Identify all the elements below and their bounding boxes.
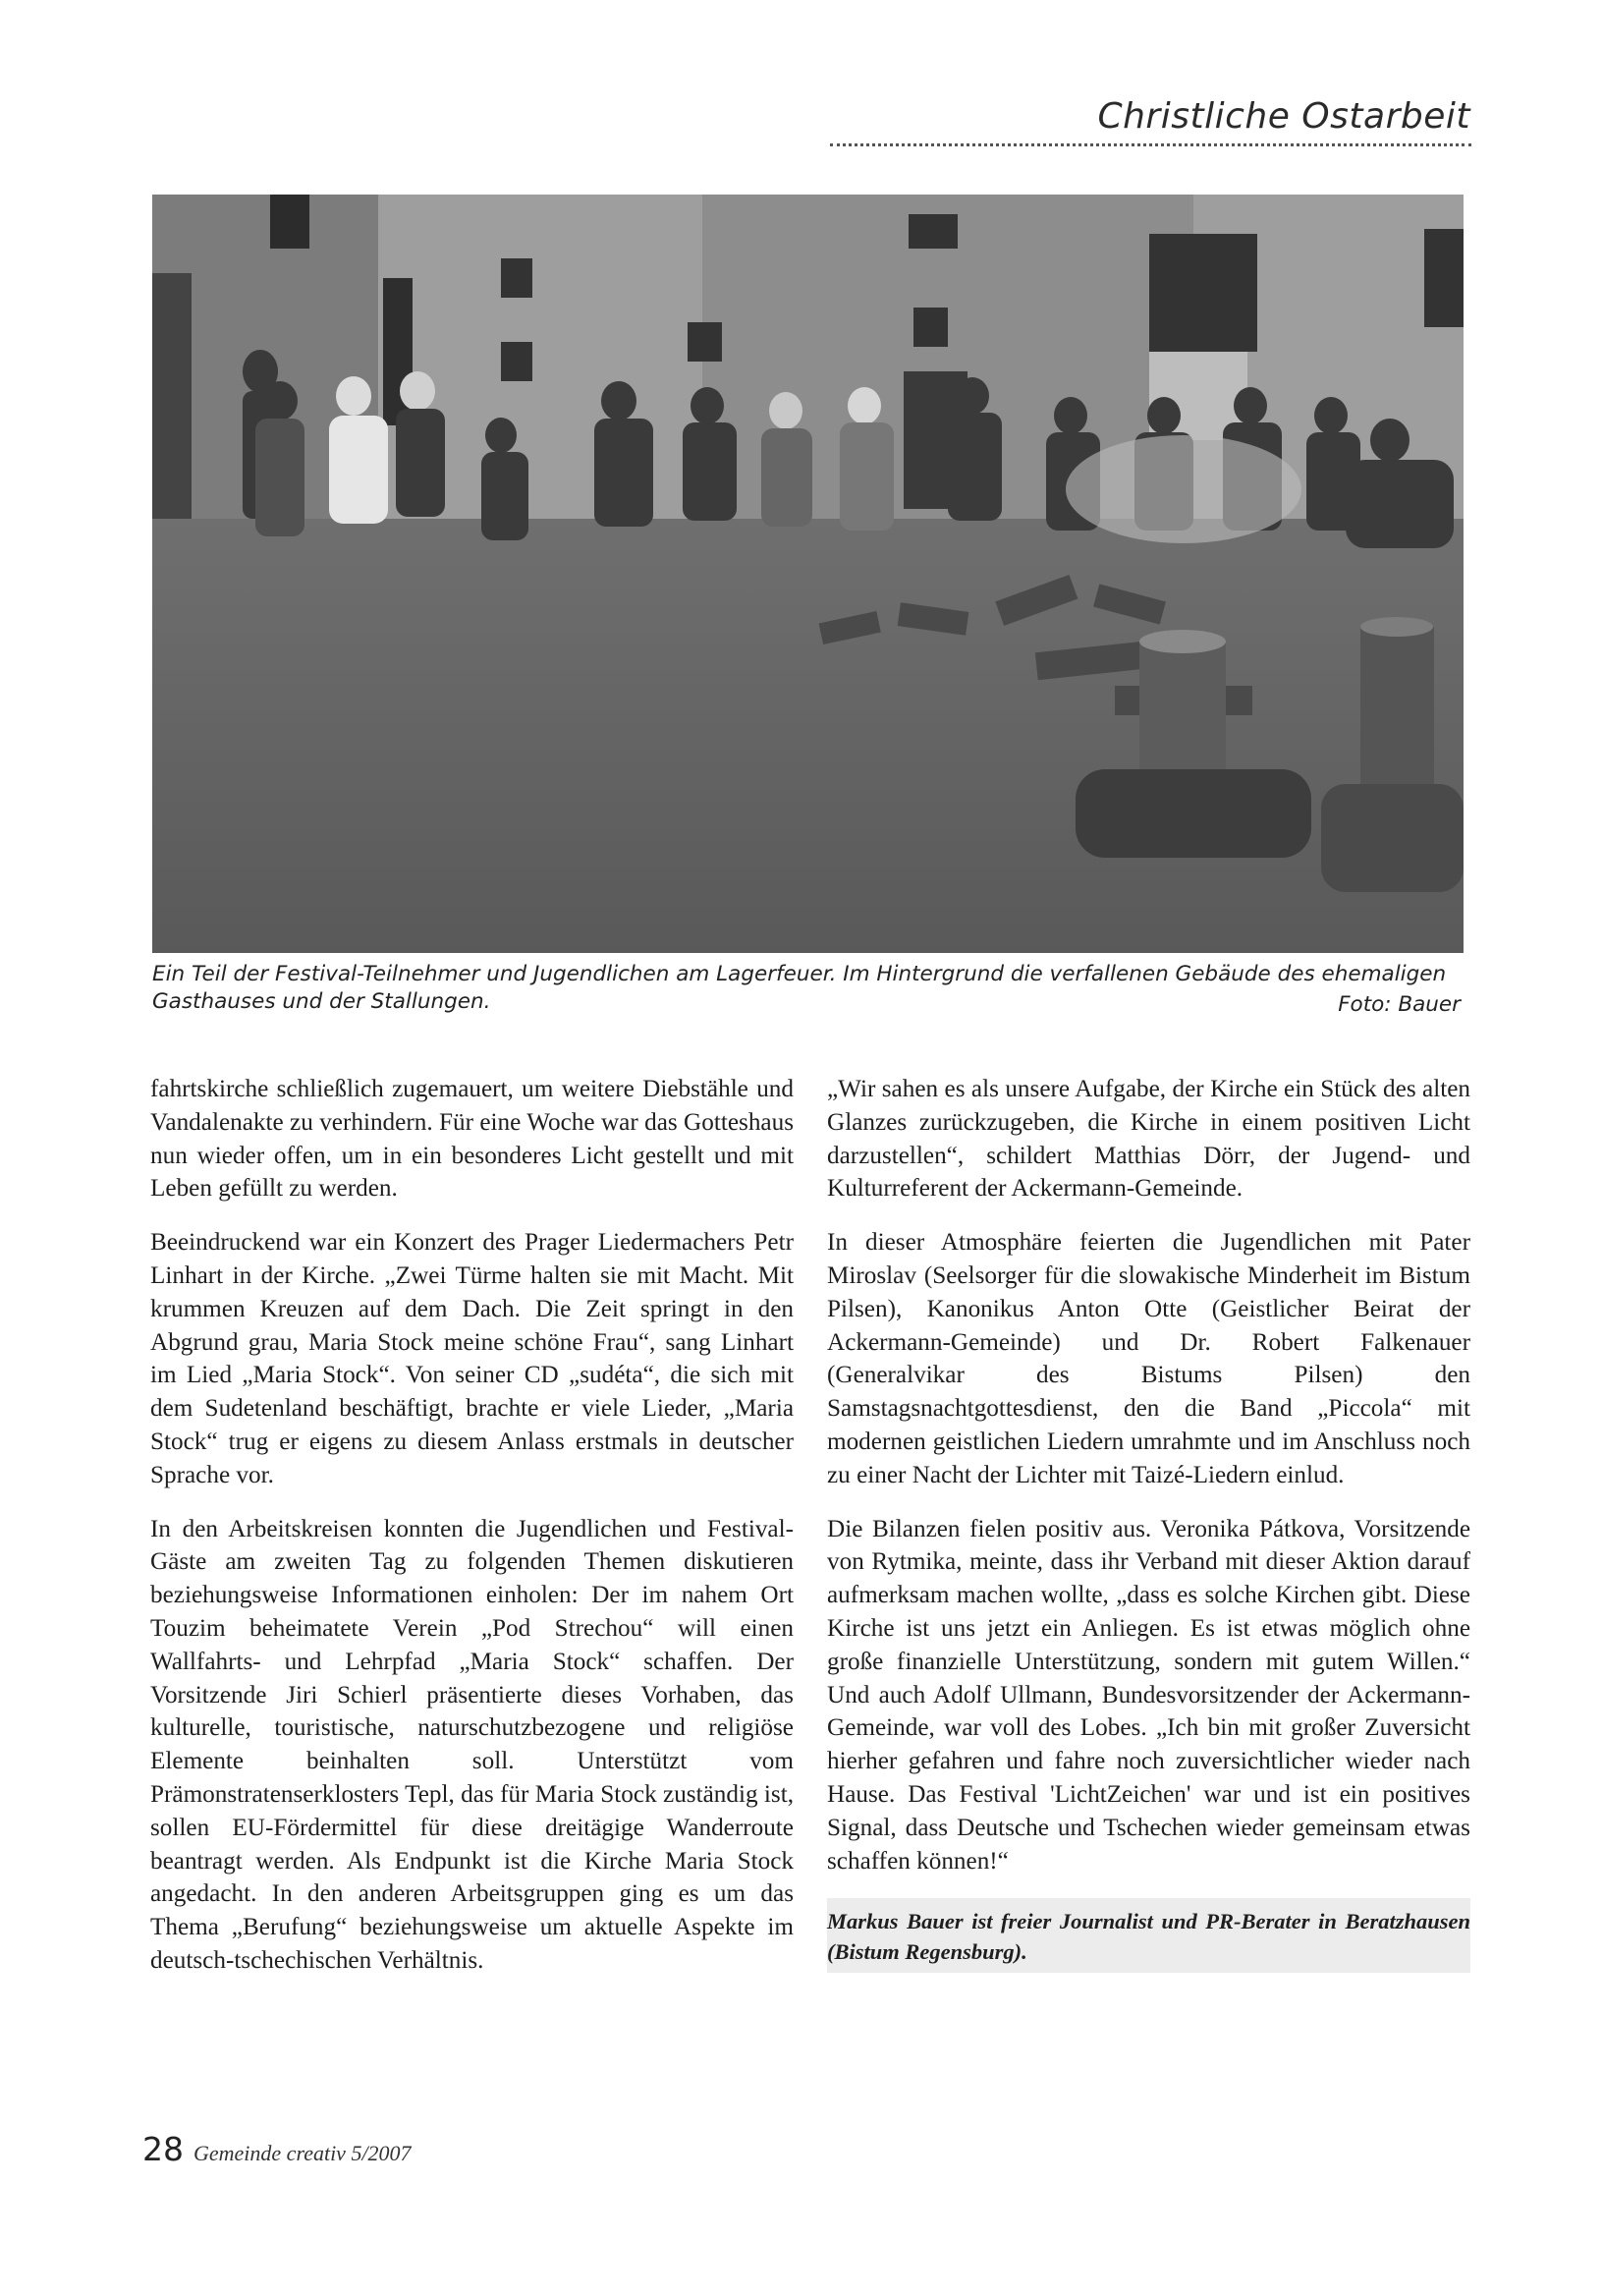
article-photo [152,195,1464,953]
article-column-right [827,1073,1470,1973]
journal-issue: Gemeinde creativ 5/2007 [193,2141,412,2165]
photo-caption: Ein Teil der Festival-Teilnehmer und Jugendlichen am Lagerfeuer. Im Hintergrund die verfallenen Gebäude des ehemaligen Gasthauses und der Stallungen. [152,962,1447,1014]
paragraph: Die Bilanzen fielen positiv aus. Veronika Pátkova, Vorsitzende von Rytmika, meinte, dass ihr Verband mit dieser Aktion darauf aufmerksam machen wollte, „dass es solche Kirchen gibt. Diese Kirche ist uns jetzt ein Anliegen. Es ist etwas möglich ohne große finanzielle Unterstützung, sondern mit gutem Willen.“ Und auch Adolf Ullmann, Bundesvorsitzender der Ackermann-Gemeinde, war voll des Lobes. „Ich bin mit großer Zuversicht hierher gefahren und fahre noch zuversichtlicher wieder nach Hause. Das Festival 'LichtZeichen' war und ist ein positives Signal, dass Deutsche und Tschechen wieder gemeinsam etwas schaffen können!“ [827,1515,1470,1875]
paragraph: fahrtskirche schließlich zugemauert, um weitere Diebstähle und Vandalenakte zu verhindern. Für eine Woche war das Gotteshaus nun wieder offen, um in ein besonderes Licht gestellt und mit Leben gefüllt zu werden. [150,1076,794,1203]
paragraph: Beeindruckend war ein Konzert des Prager Liedermachers Petr Linhart in der Kirche. „Zwei Türme halten sie mit Macht. Mit krummen Kreuzen auf dem Dach. Die Zeit springt in den Abgrund grau, Maria Stock meine schöne Frau“, sang Linhart im Lied „Maria Stock“. Von seiner CD „sudéta“, die sich mit dem Sudetenland beschäftigt, brachte er viele Lieder, „Maria Stock“ trug er eigens zu diesem Anlass erstmals in deutscher Sprache vor. [150,1229,794,1488]
photo-credit: Foto: Bauer [1338,992,1461,1017]
section-title: Christliche Ostarbeit [1097,96,1470,137]
page-footer [142,2130,412,2168]
photo-campfire-group-icon [152,195,1464,953]
author-bio: Markus Bauer ist freier Journalist und PR-Berater in Beratzhausen (Bistum Regensburg). [827,1898,1470,1973]
header-divider [830,143,1471,146]
article-column-left [150,1073,794,1998]
paragraph: „Wir sahen es als unsere Aufgabe, der Kirche ein Stück des alten Glanzes zurückzugeben, die Kirche in einem positiven Licht darzustellen“, schildert Matthias Dörr, der Jugend- und Kulturreferent der Ackermann-Gemeinde. [827,1076,1470,1203]
paragraph: In den Arbeitskreisen konnten die Jugendlichen und Festival-Gäste am zweiten Tag zu folgenden Themen diskutieren beziehungsweise Informationen einholen: Der im nahem Ort Touzim beheimatete Verein „Pod Strechou“ will einen Wallfahrts- und Lehrpfad „Maria Stock“ schaffen. Der Vorsitzende Jiri Schierl präsentierte dieses Vorhaben, das kulturelle, touristische, naturschutzbezogene und religiöse Elemente beinhalten soll. Unterstützt vom Prämonstratenserklosters Tepl, das für Maria Stock zuständig ist, sollen EU-Fördermittel für diese dreitägige Wanderroute beantragt werden. Als Endpunkt ist die Kirche Maria Stock angedacht. In den anderen Arbeitsgruppen ging es um das Thema „Berufung“ beziehungsweise um aktuelle Aspekte im deutsch-tschechischen Verhältnis. [150,1515,794,1974]
page-number: 28 [142,2130,184,2168]
paragraph: In dieser Atmosphäre feierten die Jugendlichen mit Pater Miroslav (Seelsorger für die slowakische Minderheit im Bistum Pilsen), Kanonikus Anton Otte (Geistlicher Beirat der Ackermann-Gemeinde) und Dr. Robert Falkenauer (Generalvikar des Bistums Pilsen) den Samstagsnachtgottesdienst, den die Band „Piccola“ mit modernen geistlichen Liedern umrahmte und im Anschluss noch zu einer Nacht der Lichter mit Taizé-Liedern einlud. [827,1229,1470,1488]
